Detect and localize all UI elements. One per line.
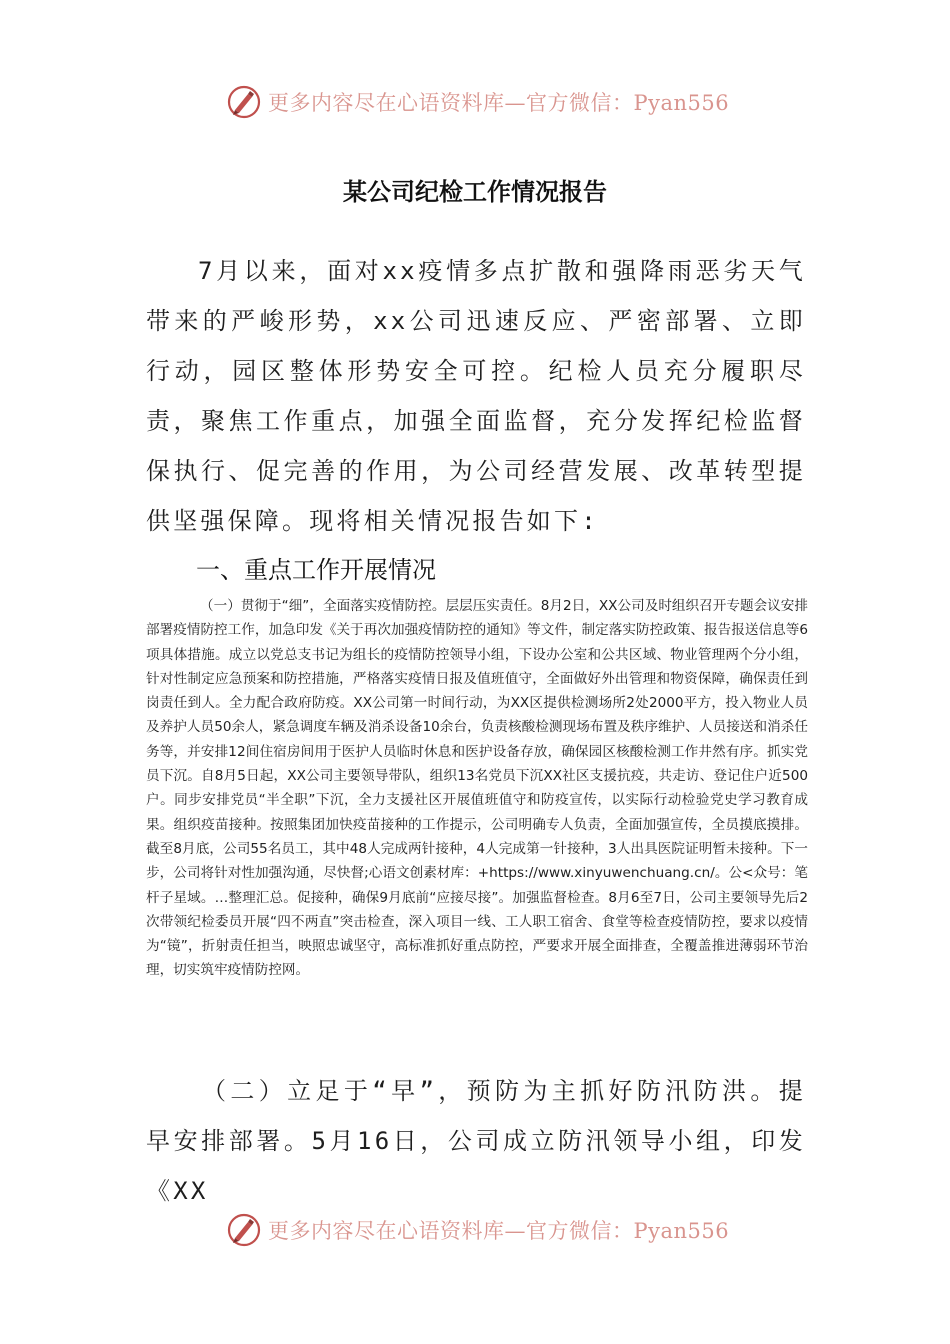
watermark-footer	[226, 1210, 729, 1250]
watermark-text: 更多内容尽在心语资料库—官方微信：Pyan556	[268, 91, 730, 115]
pen-logo-icon	[226, 1212, 262, 1248]
section1-paragraph-2: （二）立足于“早”，预防为主抓好防汛防洪。提早安排部署。5月16日，公司成立防汛领导小组，印发《XX	[146, 1077, 806, 1205]
watermark-header	[226, 82, 729, 122]
intro-paragraph: 7月以来，面对xx疫情多点扩散和强降雨恶劣天气带来的严峻形势，xx公司迅速反应、严密部署、立即行动，园区整体形势安全可控。纪检人员充分履职尽责，聚焦工作重点，加强全面监督，充分发挥纪检监督保执行、促完善的作用，为公司经营发展、改革转型提供坚强保障。现将相关情况报告如下:	[146, 257, 806, 535]
section1-paragraph-1: （一）贯彻于“细”，全面落实疫情防控。层层压实责任。8月2日，XX公司及时组织召开专题会议安排部署疫情防控工作，加急印发《关于再次加强疫情防控的通知》等文件，制定落实防控政策、报告报送信息等6项具体措施。成立以党总支书记为组长的疫情防控领导小组，下设办公室和公共区域、物业管理两个分小组，针对性制定应急预案和防控措施，严格落实疫情日报及值班值守，全面做好外出管理和物资保障，确保责任到岗责任到人。全力配合政府防疫。XX公司第一时间行动，为XX区提供检测场所2处2000平方，投入物业人员及养护人员50余人，紧急调度车辆及消杀设备10余台，负责核酸检测现场布置及秩序维护、人员接送和消杀任务等，并安排12间住宿房间用于医护人员临时休息和医护设备存放，确保园区核酸检测工作井然有序。抓实党员下沉。自8月5日起，XX公司主要领导带队，组织13名党员下沉XX社区支援抗疫，共走访、登记住户近500户。同步安排党员“半全职”下沉，全力支援社区开展值班值守和防疫宣传，以实际行动检验党史学习教育成果。组织疫苗接种。按照集团加快疫苗接种的工作提示，公司明确专人负责，全面加强宣传，全员摸底摸排。截至8月底，公司55名员工，其中48人完成两针接种，4人完成第一针接种，3人出具医院证明暂未接种。下一步，公司将针对性加强沟通，尽快督;心语文创素材库：+https://www.xinyuwenchuang.cn/。公<众号：笔杆子星域。…整理汇总。促接种，确保9月底前“应接尽接”。加强监督检查。8月6至7日，公司主要领导先后2次带领纪检委员开展“四不两直”突击检查，深入项目一线、工人职工宿舍、食堂等检查疫情防控，要求以疫情为“镜”，折射责任担当，映照忠诚坚守，高标准抓好重点防控，严要求开展全面排查，全覆盖推进薄弱环节治理，切实筑牢疫情防控网。	[146, 598, 808, 979]
pen-logo-icon	[226, 84, 262, 120]
watermark-text: 更多内容尽在心语资料库—官方微信：Pyan556	[268, 1219, 730, 1243]
document-title: 某公司纪检工作情况报告	[343, 177, 607, 206]
section-heading-1: 一、重点工作开展情况	[196, 556, 436, 584]
